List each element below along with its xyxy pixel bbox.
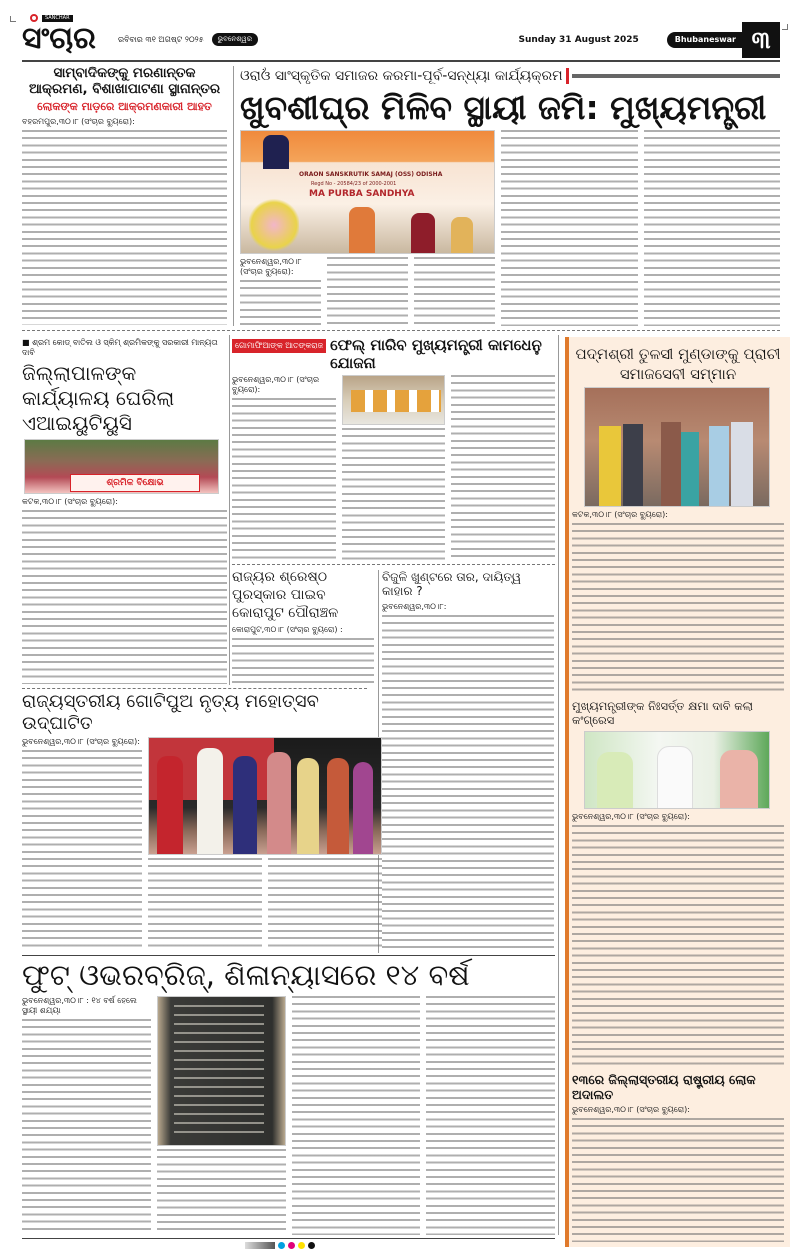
kicker: ■ ଶ୍ରମ କୋଡ୍ ବାତିଲ ଓ ସ୍କିମ୍ ଶ୍ରମିକଙ୍କୁ ସରକାରୀ ମାନ୍ୟତା ଦାବି	[22, 338, 218, 357]
body-text	[342, 428, 446, 560]
body-text	[414, 257, 495, 326]
masthead-right	[500, 22, 780, 58]
person-figure	[267, 752, 291, 855]
dateline: କଟକ,୩୦।୮ (ସଂଚାର ବ୍ୟୁରୋ):	[572, 510, 668, 519]
story-bijuli	[382, 570, 554, 952]
person-figure	[599, 426, 621, 506]
masthead-rule	[22, 60, 780, 62]
section-rule	[22, 330, 780, 331]
story-lokadalat	[572, 1072, 784, 1242]
body-text	[292, 996, 421, 1235]
stone-inscription	[174, 1005, 264, 1139]
headline: ମୁଖ୍ୟମନ୍ତ୍ରୀଙ୍କ ନିଃସର୍ତ୍ତ କ୍ଷମା ଦାବି କଲା କଂଗ୍ରେସ	[572, 699, 753, 727]
column-divider	[233, 66, 234, 326]
yellow-dot	[298, 1242, 305, 1249]
person-figure	[623, 424, 643, 506]
column-divider	[558, 335, 559, 1235]
logo-small-text: SANCHAR	[42, 15, 73, 22]
section-rule	[22, 955, 555, 956]
headline: ଫେଲ୍ ମାରିବ ମୁଖ୍ୟମନ୍ତ୍ରୀ କାମଧେନୁ ଯୋଜନା	[330, 336, 542, 372]
person-figure	[720, 750, 758, 809]
story-koraput	[232, 568, 374, 684]
headline: ଖୁବଶୀଘ୍ର ମିଳିବ ସ୍ଥାୟୀ ଜମି: ମୁଖ୍ୟମନ୍ତ୍ରୀ	[240, 87, 767, 127]
body-text	[22, 750, 142, 947]
dateline: ଭୁବନେଶ୍ୱର,୩୦।୮:	[382, 601, 447, 611]
story-overbridge	[22, 958, 555, 1235]
lead-left-block	[240, 130, 495, 326]
dateline: କୋରାପୁଟ,୩୦।୮ (ସଂଚାର ବ୍ୟୁରୋ) :	[232, 625, 343, 634]
flowers	[249, 197, 299, 253]
story-congress	[572, 700, 784, 1068]
date-english: Sunday 31 August 2025	[518, 35, 639, 45]
person-figure	[731, 422, 753, 506]
lead-photo	[240, 130, 495, 254]
protest-photo	[24, 439, 219, 494]
gotipua-photo	[148, 737, 382, 855]
date-odia: ରବିବାର ୩୧ ଅଗଷ୍ଟ ୨୦୨୫	[118, 34, 204, 44]
bottom-rule	[22, 1238, 555, 1239]
photo-banner-text: MA PURBA SANDHYA	[309, 189, 415, 200]
kicker-accent	[566, 68, 569, 84]
dateline: ଭୁବନେଶ୍ୱର,୩୦।୮ (ସଂଚାର ବ୍ୟୁରୋ):	[240, 257, 302, 277]
dateline: ଭୁବନେଶ୍ୱର,୩୦।୮ (ସଂଚାର ବ୍ୟୁରୋ):	[572, 811, 690, 821]
person-figure	[353, 762, 373, 855]
kamdhenu-body	[232, 375, 555, 560]
dateline: ଭୁବନେଶ୍ୱର,୩୦।୮ (ସଂଚାର ବ୍ୟୁରୋ):	[22, 737, 140, 747]
body-text	[22, 1019, 151, 1235]
headline: ରାଜ୍ୟସ୍ତରୀୟ ଗୋଟିପୁଅ ନୃତ୍ୟ ମହୋତ୍ସବ ଉଦ୍‌ଘାଟିତ	[22, 691, 319, 734]
body-text	[22, 510, 227, 684]
body-text	[572, 523, 784, 694]
kicker-row	[240, 68, 780, 85]
body-text	[232, 398, 336, 560]
story-gotipua	[22, 691, 382, 947]
kicker-text: ଶ୍ରମ କୋଡ୍ ବାତିଲ ଓ ସ୍କିମ୍ ଶ୍ରମିକଙ୍କୁ ସରକାରୀ ମାନ୍ୟତା ଦାବି	[22, 338, 218, 357]
person-figure	[597, 752, 633, 809]
headline: ସାମ୍ବାଦିକଙ୍କୁ ମରଣାନ୍ତକ ଆକ୍ରମଣ, ବିଶାଖାପାଟଣା ସ୍ଥାନାନ୍ତର	[28, 65, 221, 98]
edition-english-badge: Bhubaneswar	[667, 32, 742, 48]
headline: ଜିଲ୍ଲାପାଳଙ୍କ କାର୍ଯ୍ୟାଳୟ ଘେରିଲା ଏଆଇୟୁଟିୟୁସି	[22, 361, 175, 435]
body-text	[501, 130, 638, 326]
headline: ପଦ୍ମଶ୍ରୀ ତୁଳସୀ ମୁଣ୍ଡାଙ୍କୁ ପ୍ରାଚୀ ସମାଜସେବୀ ସମ୍ମାନ	[575, 345, 781, 383]
body-text	[327, 257, 408, 326]
person-figure	[709, 426, 729, 506]
grey-scale	[245, 1242, 275, 1249]
people-figures	[351, 390, 441, 412]
section-rule	[232, 564, 555, 565]
logo-text: ସଂଚାର	[22, 21, 96, 56]
headline: ଫୁଟ୍ ଓଭରବ୍ରିଜ୍, ଶିଳାନ୍ୟାସରେ ୧୪ ବର୍ଷ	[22, 958, 470, 992]
cyan-dot	[278, 1242, 285, 1249]
body-text	[240, 280, 321, 326]
guest-figure	[349, 207, 375, 253]
body-text	[572, 1118, 784, 1242]
person-figure	[233, 756, 257, 855]
lead-under-photo	[240, 257, 495, 326]
guest-figure	[411, 213, 435, 253]
body-text	[232, 638, 374, 684]
body-text	[22, 130, 227, 325]
dateline: ବହରମପୁର,୩୦।୮ (ସଂଚାର ବ୍ୟୁରୋ):	[22, 116, 135, 126]
headline: ବିଜୁଳି ଖୁଣ୍ଟରେ ତାର, ଦାୟିତ୍ୱ କାହାର ?	[382, 570, 522, 599]
dateline: ଭୁବନେଶ୍ୱର,୩୦।୮ : ୧୪ ବର୍ଷ ହେଲେ ସ୍ଥାୟୀ ଶଯ୍ୟା	[22, 995, 137, 1015]
person-figure	[681, 432, 699, 506]
logo	[22, 14, 96, 56]
black-dot	[308, 1242, 315, 1249]
award-photo	[584, 387, 770, 507]
foundation-stone-photo	[157, 996, 286, 1146]
speaker-figure	[263, 135, 289, 169]
lead-body	[240, 130, 780, 326]
edition-odia-badge: ଭୁବନେଶ୍ୱର	[212, 33, 258, 46]
guest-figure	[451, 217, 473, 253]
kicker-rule	[572, 74, 780, 78]
kamdhenu-header	[232, 336, 555, 372]
body-text	[148, 858, 262, 947]
press-conference-photo	[584, 731, 770, 809]
body-text	[157, 1149, 286, 1235]
person-figure	[661, 422, 681, 506]
crop-mark	[782, 24, 788, 30]
dateline: କଟକ,୩୦।୮ (ସଂଚାର ବ୍ୟୁରୋ):	[22, 497, 118, 506]
print-color-bar	[245, 1242, 315, 1249]
page-number: ୩	[742, 22, 780, 58]
body-text	[382, 615, 554, 952]
kicker: ଓରାଓଁ ସାଂସ୍କୃତିକ ସମାଜର କରମା-ପୂର୍ବ-ସନ୍ଧ୍ୟା କାର୍ଯ୍ୟକ୍ରମ	[240, 68, 563, 84]
dateline: ଭୁବନେଶ୍ୱର,୩୦।୮ (ସଂଚାର ବ୍ୟୁରୋ):	[572, 1105, 690, 1114]
headline: ରାଜ୍ୟର ଶ୍ରେଷ୍ଠ ପୁରସ୍କାର ପାଇବ କୋରାପୁଟ ପୌରାଞ୍ଚଳ	[232, 569, 339, 621]
body-text	[268, 858, 382, 947]
person-figure	[197, 748, 223, 855]
column-divider	[229, 335, 230, 685]
photo-banner-text: Regd No - 20584/23 of 2000-2001	[311, 181, 397, 188]
overbridge-body	[22, 996, 555, 1235]
section-rule	[22, 688, 367, 689]
story-padmashree	[572, 344, 784, 694]
story-kamdhenu	[232, 336, 555, 560]
story-journalist	[22, 65, 227, 325]
crop-mark	[10, 16, 16, 22]
tag-label: ଗୋମାଫିଆଙ୍କ ଆତଙ୍କରାଜ	[232, 339, 326, 353]
story-lead	[240, 68, 780, 326]
person-figure	[327, 758, 349, 855]
person-figure	[297, 758, 319, 855]
body-text	[644, 130, 781, 326]
person-figure	[157, 756, 183, 855]
body-text	[426, 996, 555, 1235]
masthead-date-row	[118, 33, 258, 46]
subhead: ଲୋକଙ୍କ ମାଡ଼ରେ ଆକ୍ରମଣକାରୀ ଆହତ	[37, 100, 212, 114]
photo-banner-text: ORAON SANSKRUTIK SAMAJ (OSS) ODISHA	[299, 171, 443, 179]
magenta-dot	[288, 1242, 295, 1249]
gotipua-body	[22, 737, 382, 947]
headline: ୧୩ରେ ଜିଲ୍ଲାସ୍ତରୀୟ ରାଷ୍ଟ୍ରୀୟ ଲୋକ ଅଦାଲତ	[572, 1072, 756, 1102]
story-aiutuc	[22, 338, 227, 684]
body-text	[451, 375, 555, 560]
person-figure	[657, 746, 693, 809]
protest-banner: ଶ୍ରମିକ ବିକ୍ଷୋଭ	[70, 474, 200, 492]
dateline: ଭୁବନେଶ୍ୱର,୩୦।୮ (ସଂଚାର ବ୍ୟୁରୋ):	[232, 375, 320, 394]
press-meet-photo	[342, 375, 446, 425]
body-text	[572, 825, 784, 1068]
